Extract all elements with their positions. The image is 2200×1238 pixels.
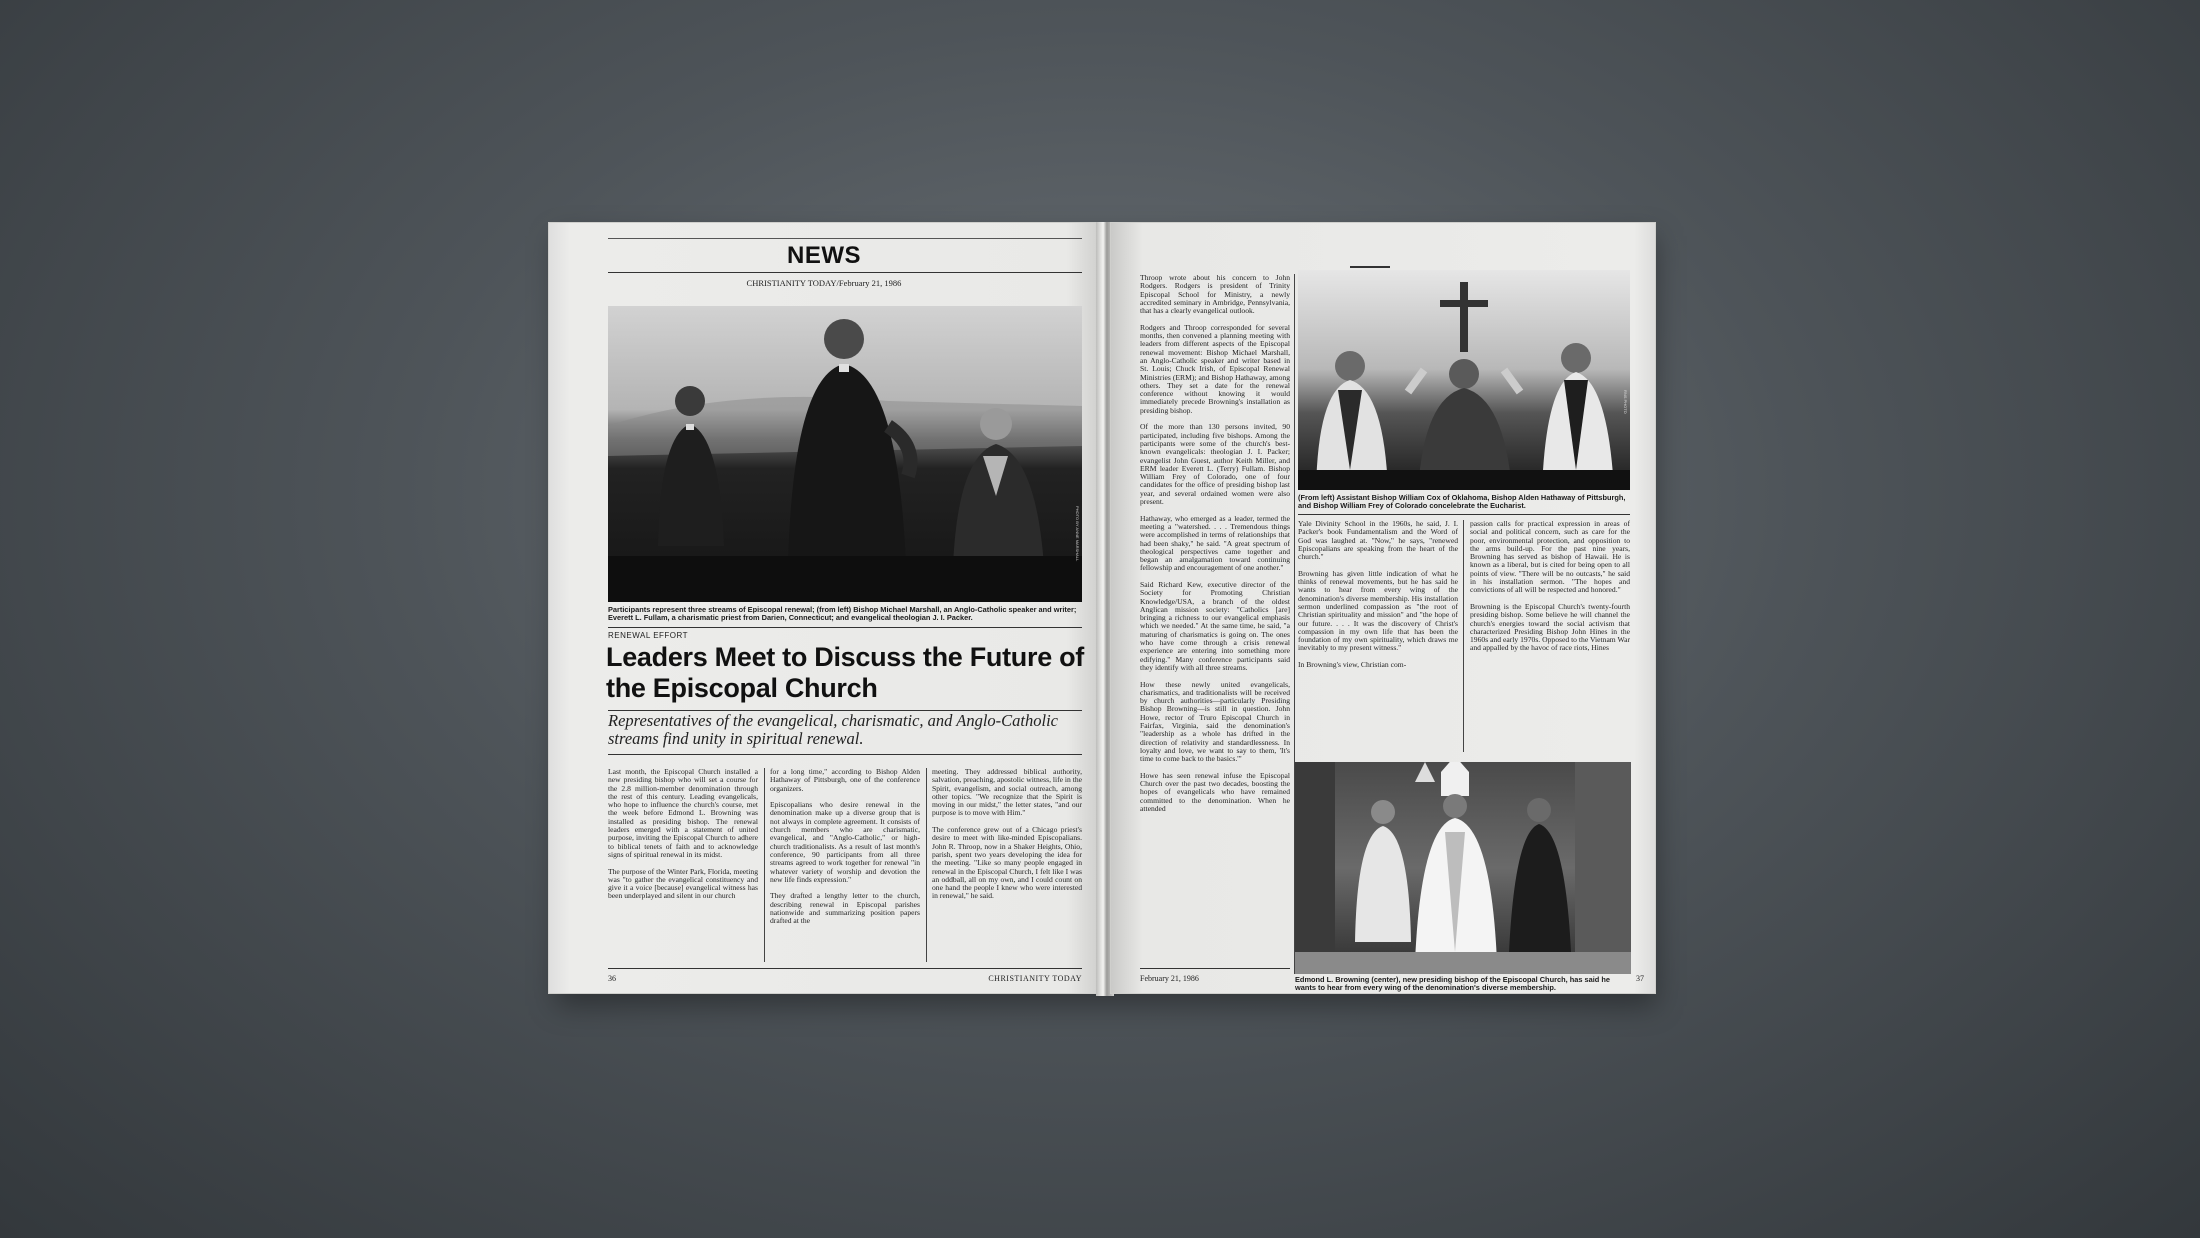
- caption-rule: [608, 627, 1082, 628]
- column-divider: [1463, 520, 1464, 752]
- photo-caption-top: (From left) Assistant Bishop William Cox of Oklahoma, Bishop Alden Hathaway of Pittsburgh, and Bishop William Frey of Colorado concelebrate the Eucharist.: [1298, 493, 1626, 511]
- deck-rule: [608, 754, 1082, 755]
- folio-title: CHRISTIANITY TODAY: [988, 974, 1082, 983]
- article-column-3: meeting. They addressed biblical authority, salvation, preaching, apostolic witness, life in the Spirit, evangelism, and social outreach, among other topics. "We recognize that the Spirit is moving in our midst," the letter states, "and our purpose is to move with Him." The conference grew out of a Chicago priest's desire to meet with like-minded Episcopalians. John R. Throop, now in a Shaker Heights, Ohio, parish, spent two years developing the idea for the meeting. "Like so many people engaged in renewal in the Episcopal Church, I felt like I was an oddball, all on my own, and I could count on one hand the people I knew who were interested in renewal," he said.: [932, 768, 1082, 901]
- top-rule: [608, 238, 1082, 239]
- page-number: 36: [608, 974, 616, 983]
- photo-caption: Participants represent three streams of Episcopal renewal; (from left) Bishop Michael Marshall, an Anglo-Catholic speaker and writer; Everett L. Fullam, a charismatic priest from Darien, Connecticut; and evangelical theologian J. I. Packer.: [608, 605, 1077, 623]
- right-column-2: Yale Divinity School in the 1960s, he said, J. I. Packer's book Fundamentalism and the Word of God was laughed at. "Now," he says, "renewed Episcopalians are speaking from the heart of the church." Browning has given little indication of what he thinks of renewal movements, but he has said he wants to hear from every wing of the denomination's diverse membership. His installation sermon underlined compassion as "the root of Christian spirituality and mission" and "the hope of our future. . . . It was the discovery of Christ's compassion in my own life that has been the foundation of my own spirituality, which draws me inevitably to my present witness." In Browning's view, Christian com-: [1298, 520, 1458, 670]
- column-divider: [926, 768, 927, 962]
- magazine-spread: [548, 222, 1656, 996]
- photo-caption-bottom: Edmond L. Browning (center), new presiding bishop of the Episcopal Church, has said he wants to hear from every wing of the denomination's diverse membership.: [1295, 975, 1610, 993]
- photo-eucharist: [1298, 270, 1630, 490]
- section-title: NEWS: [787, 242, 861, 269]
- article-column-2: for a long time," according to Bishop Alden Hathaway of Pittsburgh, one of the conference organizers. Episcopalians who desire renewal in the denomination make up a diverse group that is not always in complete agreement. It consists of church members who are charismatic, evangelical, and "Anglo-Catholic," or high-church traditionalists. As a result of last month's conference, 90 participants from all three streams agreed to work together for renewal "in whatever variety of worship and devotion the new life finds expression." They drafted a lengthy letter to the church, describing renewal in Episcopal parishes nationwide and summarizing position papers drafted at the: [770, 768, 920, 926]
- right-column-3: passion calls for practical expression in areas of social and political concern, such as care for the poor, environmental protection, and opposition to the arms build-up. For the past nine years, Browning has served as bishop of Hawaii. He is known as a liberal, but is cited for being open to all points of view. "There will be no outcasts," he said in his installation sermon. "The hopes and convictions of all will be respected and honored." Browning is the Episcopal Church's twenty-fourth presiding bishop. Some believe he will channel the church's energies toward the social activism that characterized Presiding Bishop John Hines in the 1960s and early 1970s. Opposed to the Vietnam War and appalled by the havoc of race riots, Hines: [1470, 520, 1630, 653]
- footer-rule: [608, 968, 1082, 969]
- browning-photo-art: [1295, 762, 1631, 974]
- panelists-photo-art: [608, 306, 1082, 602]
- kicker: RENEWAL EFFORT: [608, 631, 689, 640]
- eucharist-photo-art: [1298, 270, 1630, 490]
- article-column-1: Last month, the Episcopal Church installed a new presiding bishop who will set a course for the 2.8 million-member denomination through the rest of this century. Leading evangelicals, who hope to influence the church's course, met the week before Edmond L. Browning was installed as presiding bishop. The renewal leaders emerged with a statement of united purpose, inviting the Episcopal Church to adhere to biblical tenets of faith and to acknowledge signs of spiritual renewal in its midst. The purpose of the Winter Park, Florida, meeting was "to gather the evangelical constituency and give it a voice [because] evangelical witness has been underplayed and silent in our church: [608, 768, 758, 901]
- photo-credit: RNS PHOTO: [1623, 390, 1628, 414]
- left-page: [548, 222, 1100, 994]
- photo-credit: PHOTO BY ANNE MARSHALL: [1075, 506, 1080, 562]
- right-column-1: Throop wrote about his concern to John Rodgers. Rodgers is president of Trinity Episcopal School for Ministry, a newly accredited seminary in Ambridge, Pennsylvania, that has a clearly evangelical outlook. Rodgers and Throop corresponded for several months, then convened a planning meeting with leaders from different aspects of the Episcopal renewal movement: Bishop Michael Marshall, an Anglo-Catholic speaker and writer based in St. Louis; Chuck Irish, of Episcopal Renewal Ministries (ERM); and Bishop Hathaway, among others. They set a date for the renewal conference without knowing it would immediately precede Browning's installation as presiding bishop. Of the more than 130 persons invited, 90 participated, including five bishops. Among the participants were some of the church's best-known evangelicals: theologian J. I. Packer; evangelist John Guest, author Keith Miller, and ERM leader Everett L. (Terry) Fullam. Bishop William Frey of Colorado, one of four candidates for the office of presiding bishop last year, and several ordained women were also present. Hathaway, who emerged as a leader, termed the meeting a "watershed. . . . Tremendous things were accomplished in terms of relationships that had been shaky," he said. "A great spectrum of theological perspectives came together and began an amalgamation toward continuing fellowship and encouragement of one another." Said Richard Kew, executive director of the Society for Promoting Christian Knowledge/USA, a branch of the oldest Anglican mission society: "Catholics [are] bringing a richness to our evangelical emphasis which we needed." At the same time, he said, "a maturing of charismatics is going on. The ones who have come through a crisis renewal experience are entering into something more edifying." Many conference participants said they identify with all three streams. How these newly united evangelicals, charismatics, and traditionalists will be received by church authorities—particularly Presiding Bishop Browning—is still in question. John Howe, rector of Truro Episcopal Church in Fairfax, Virginia, said the denomination's "leadership as a whole has drifted in the direction of relativity and standardlessness. In loyalty and love, we want to say to them, 'It's time to come back to the basics.'" Howe has seen renewal infuse the Episcopal Church over the past two decades, boosting the hopes of evangelicals who have remained committed to the denomination. When he attended: [1140, 274, 1290, 813]
- page-number: 37: [1636, 974, 1644, 983]
- issue-line: CHRISTIANITY TODAY/February 21, 1986: [746, 278, 902, 288]
- title-rule: [608, 272, 1082, 273]
- photo-browning: [1295, 762, 1631, 974]
- deck: Representatives of the evangelical, charismatic, and Anglo-Catholic streams find unity in spiritual renewal.: [608, 711, 1058, 748]
- folio-date: February 21, 1986: [1140, 974, 1199, 983]
- top-mark: [1350, 266, 1390, 268]
- right-page: [1110, 222, 1656, 994]
- photo-panelists: [608, 306, 1082, 602]
- caption-rule: [1298, 514, 1630, 515]
- footer-rule: [1140, 968, 1290, 969]
- headline: Leaders Meet to Discuss the Future of the Episcopal Church: [606, 642, 1084, 703]
- column-divider: [764, 768, 765, 962]
